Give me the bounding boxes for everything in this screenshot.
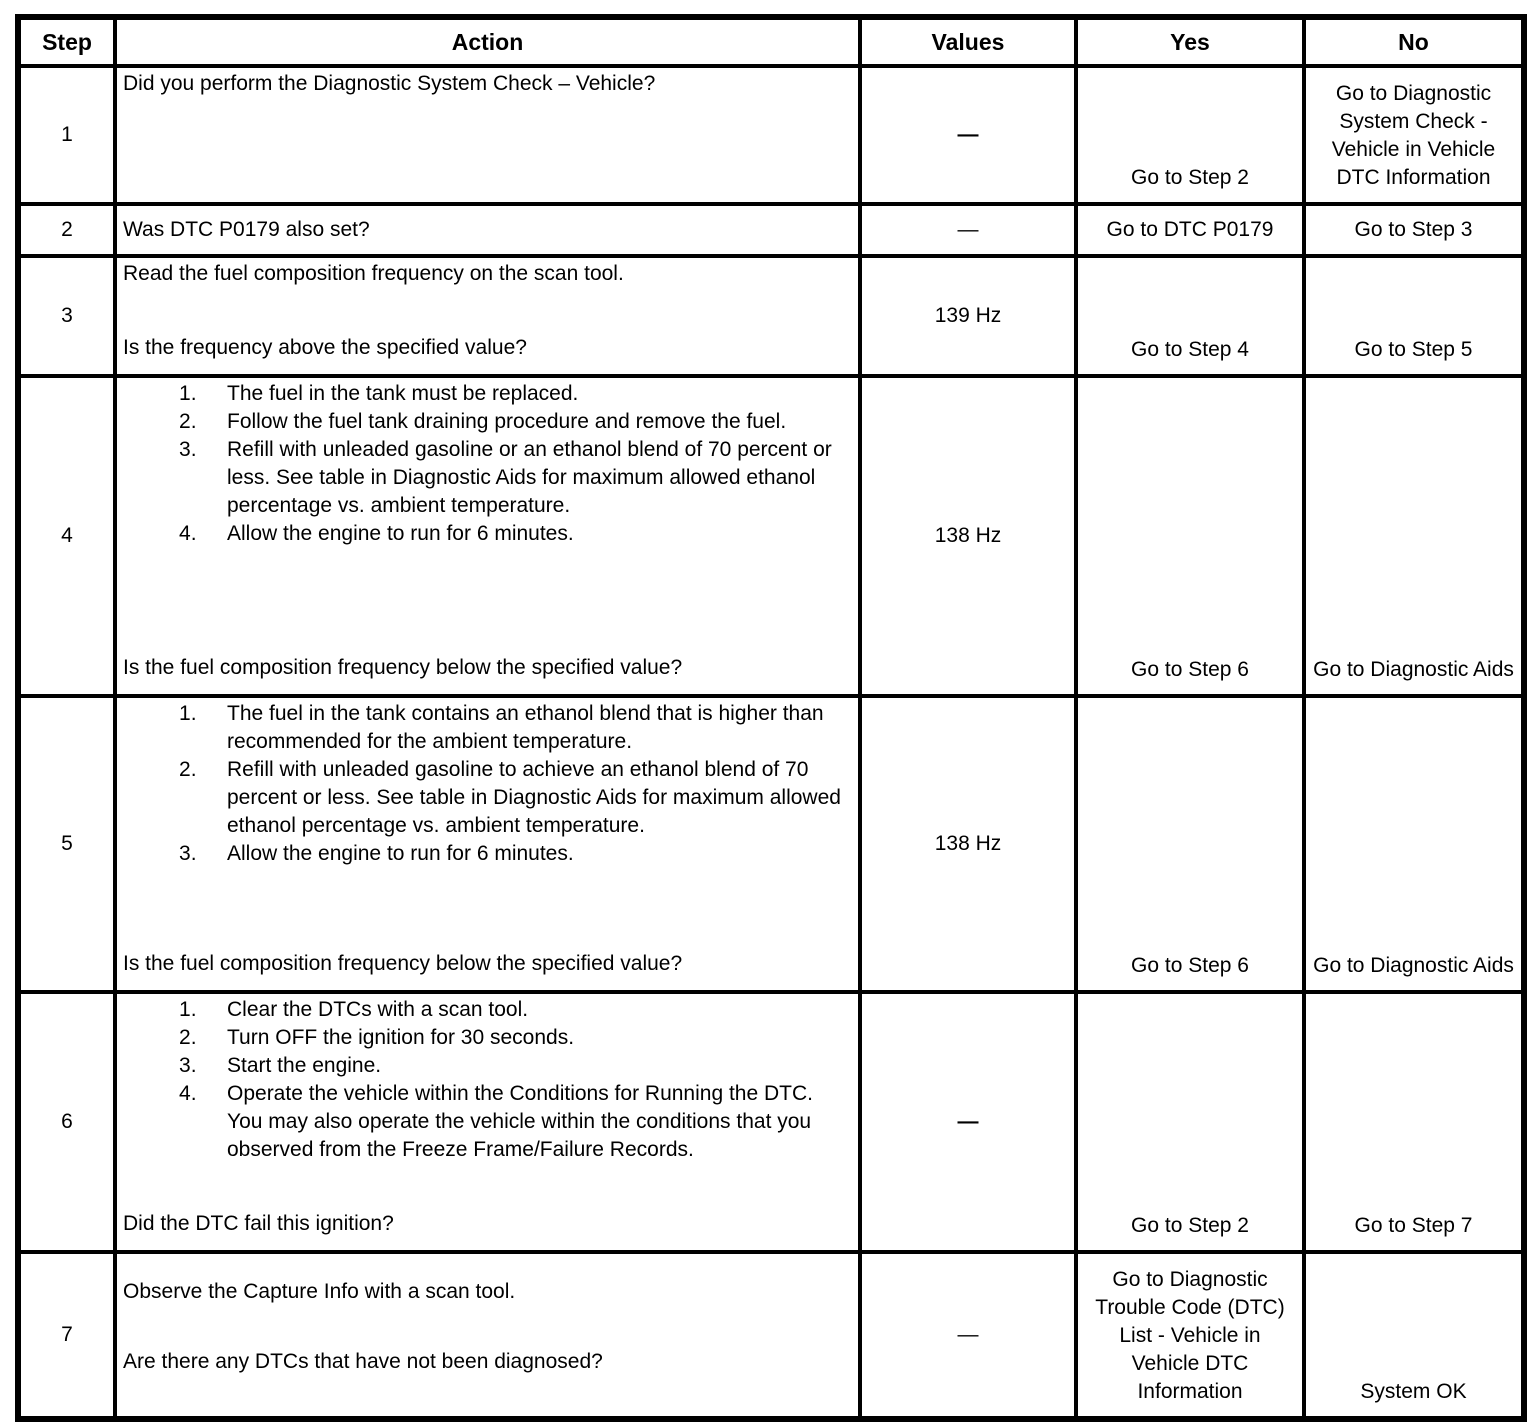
action-content [123,70,852,190]
values-cell [860,992,1076,1252]
action-intro: Was DTC P0179 also set? [123,218,370,241]
column-header-no: No [1304,17,1524,66]
action-content [123,380,852,682]
values-cell: 138 Hz [860,376,1076,696]
table-row [18,66,1524,204]
action-list-item: Operate the vehicle within the Conditions for Running the DTC. You may also operate the vehicle within the conditions that you observed from the Freeze Frame/Failure Records. [227,1082,813,1161]
column-header-step: Step [18,17,115,66]
action-cell [115,256,860,376]
table-row [18,204,1524,256]
action-list-item: The fuel in the tank contains an ethanol blend that is higher than recommended for the ambient temperature. [227,702,824,753]
action-question: Is the frequency above the specified value? [123,336,527,359]
yes-cell: Go to DTC P0179 [1076,204,1304,256]
action-cell [115,696,860,992]
action-list-item: Refill with unleaded gasoline to achieve an ethanol blend of 70 percent or less. See table in Diagnostic Aids for maximum allowed ethanol percentage vs. ambient temperature. [227,758,841,837]
step-cell: 3 [18,256,115,376]
column-header-yes: Yes [1076,17,1304,66]
values-cell: 138 Hz [860,696,1076,992]
yes-cell: Go to Step 2 [1076,992,1304,1252]
step-cell: 6 [18,992,115,1252]
action-cell [115,66,860,204]
step-cell: 5 [18,696,115,992]
values-cell [860,204,1076,256]
action-list-item: Clear the DTCs with a scan tool. [227,998,529,1021]
values-cell [860,1252,1076,1419]
yes-cell: Go to Step 4 [1076,256,1304,376]
values-dash: — [957,123,979,146]
action-content [123,996,852,1238]
step-cell: 7 [18,1252,115,1419]
no-cell: System OK [1304,1252,1524,1419]
no-cell: Go to Diagnostic Aids [1304,696,1524,992]
values-dash: — [957,1110,979,1133]
action-list-item: Refill with unleaded gasoline or an ethanol blend of 70 percent or less. See table in Diagnostic Aids for maximum allowed ethanol percentage vs. ambient temperature. [227,438,832,517]
action-question: Is the fuel composition frequency below the specified value? [123,952,683,975]
yes-cell: Go to Step 2 [1076,66,1304,204]
values-dash: — [957,1323,979,1346]
table-row [18,696,1524,992]
action-cell [115,204,860,256]
values-dash: — [957,218,979,241]
no-cell: Go to Diagnostic System Check - Vehicle in Vehicle DTC Information [1304,66,1524,204]
action-content [123,260,852,362]
action-intro: Observe the Capture Info with a scan tool. [123,1280,516,1303]
action-list-item: The fuel in the tank must be replaced. [227,382,579,405]
action-list-item: Allow the engine to run for 6 minutes. [227,842,574,865]
action-cell [115,992,860,1252]
action-cell [115,376,860,696]
action-list [123,380,852,548]
table-row [18,376,1524,696]
table-row [18,992,1524,1252]
table-row [18,256,1524,376]
action-content [123,700,852,978]
step-cell: 4 [18,376,115,696]
values-cell: 139 Hz [860,256,1076,376]
action-question: Is the fuel composition frequency below the specified value? [123,656,683,679]
action-list [123,700,852,868]
step-cell: 1 [18,66,115,204]
header-row [18,17,1524,66]
table-row [18,1252,1524,1419]
column-header-action: Action [115,17,860,66]
action-intro: Read the fuel composition frequency on the scan tool. [123,262,624,285]
yes-cell: Go to Diagnostic Trouble Code (DTC) List - Vehicle in Vehicle DTC Information [1076,1252,1304,1419]
step-cell: 2 [18,204,115,256]
action-content [123,1256,852,1406]
yes-cell: Go to Step 6 [1076,376,1304,696]
action-list-item: Turn OFF the ignition for 30 seconds. [227,1026,575,1049]
action-list-item: Follow the fuel tank draining procedure and remove the fuel. [227,410,787,433]
action-list-item: Start the engine. [227,1054,382,1077]
yes-cell: Go to Step 6 [1076,696,1304,992]
action-question: Did the DTC fail this ignition? [123,1212,394,1235]
no-cell: Go to Step 7 [1304,992,1524,1252]
no-cell: Go to Diagnostic Aids [1304,376,1524,696]
no-cell: Go to Step 5 [1304,256,1524,376]
action-cell [115,1252,860,1419]
action-list-item: Allow the engine to run for 6 minutes. [227,522,574,545]
action-intro: Did you perform the Diagnostic System Check – Vehicle? [123,72,656,95]
diagnostic-table [15,14,1527,1422]
no-cell: Go to Step 3 [1304,204,1524,256]
column-header-values: Values [860,17,1076,66]
action-question: Are there any DTCs that have not been diagnosed? [123,1350,603,1373]
values-cell [860,66,1076,204]
action-list [123,996,852,1164]
